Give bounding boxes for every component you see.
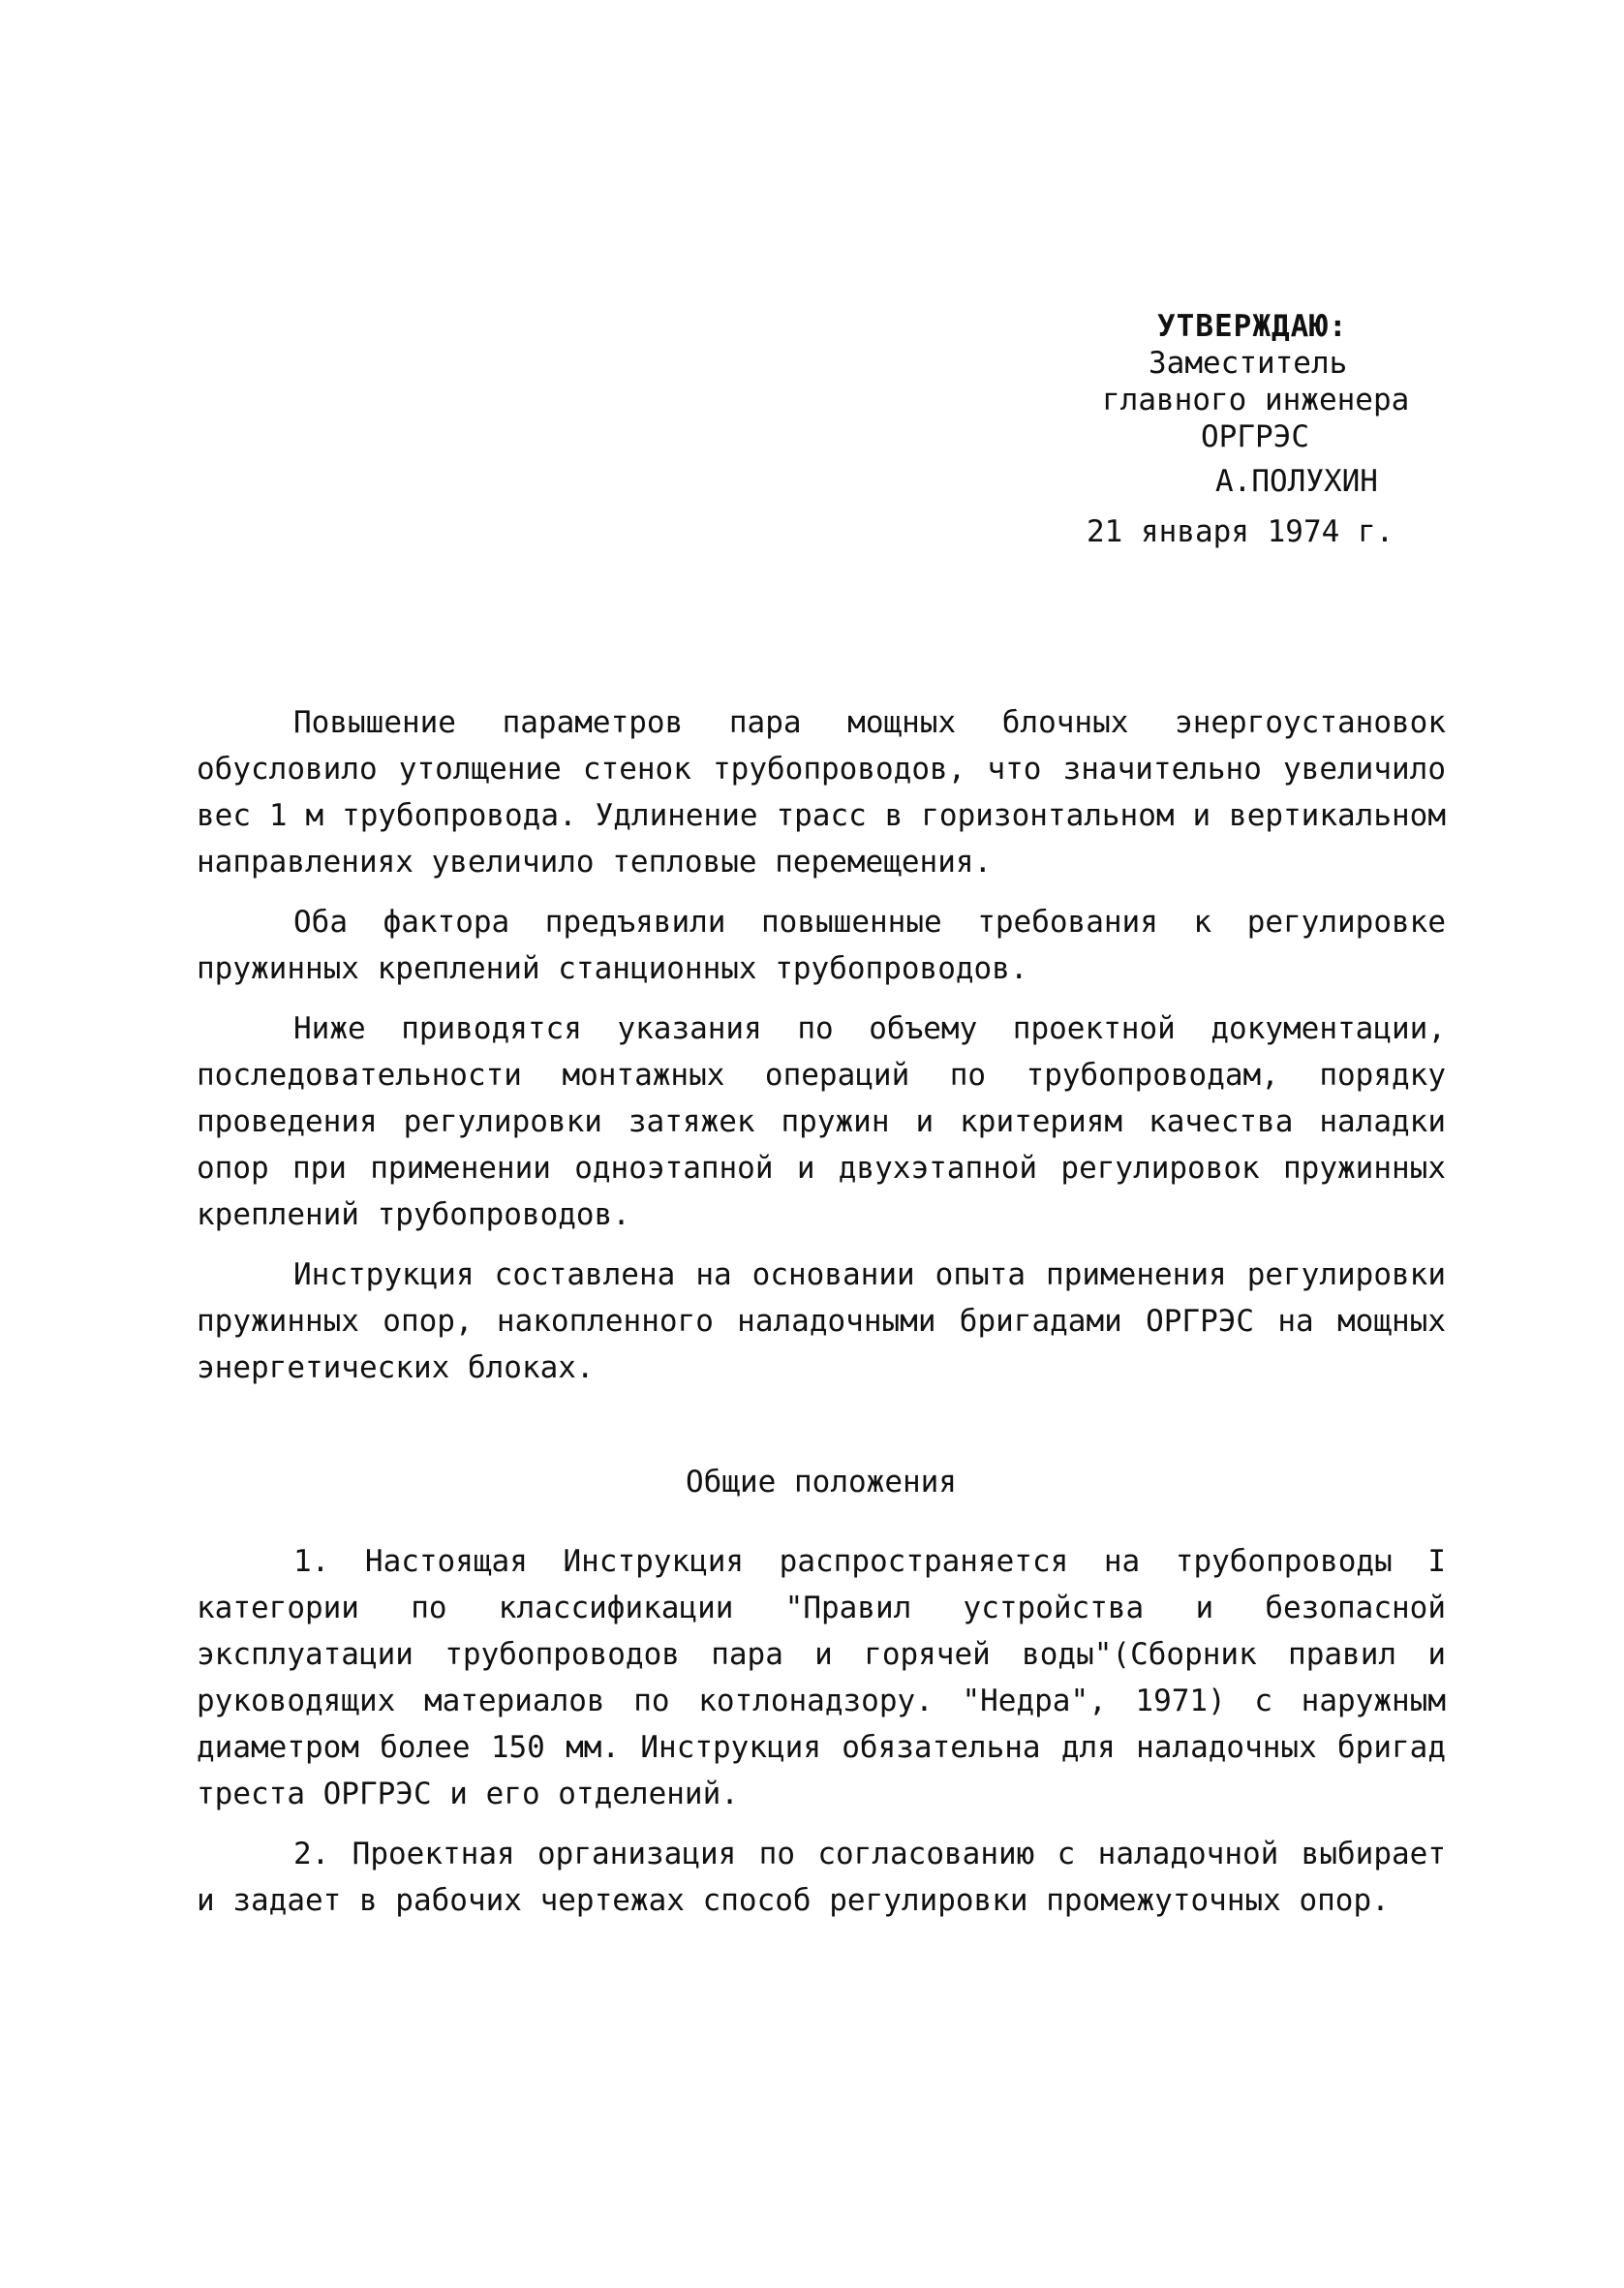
section-item-1: 1. Настоящая Инструкция распространяется на трубопроводы I категории по классификации "Правил устройства и безопасной эксплуатации трубопроводов пара и горячей воды"(Сборник правил и руководящих материалов по котлонадзору. "Недра", 1971) с наружным диаметром более 150 мм. Инструкция обязательна для наладочных бригад треста ОРГРЭС и его отделений. <box>197 1544 1446 1811</box>
section-item-2: 2. Проектная организация по согласованию с наладочной выбирает и задает в рабочих чертежах способ регулировки промежуточных опор. <box>197 1837 1446 1918</box>
approval-heading: УТВЕРЖДАЮ: <box>1157 309 1348 344</box>
approver-name: А.ПОЛУХИН <box>1215 464 1378 499</box>
approval-date: 21 января 1974 г. <box>1087 514 1394 549</box>
intro-paragraph-4: Инструкция составлена на основании опыта применения регулировки пружинных опор, накопленного наладочными бригадами ОРГРЭС на мощных энергетических блоках. <box>197 1257 1446 1385</box>
intro-paragraph-3: Ниже приводятся указания по объему проектной документации, последовательности монтажных операций по трубопроводам, порядку проведения регулировки затяжек пружин и критериям качества наладки опор при применении одноэтапной и двухэтапной регулировок пружинных креплений трубопроводов. <box>197 1011 1446 1232</box>
document-body <box>197 699 1446 1937</box>
approver-organization: ОРГРЭС <box>1201 419 1309 454</box>
approver-position-line1: Заместитель <box>1149 346 1348 381</box>
section-title: Общие положения <box>686 1465 957 1500</box>
intro-paragraph-1: Повышение параметров пара мощных блочных энергоустановок обусловило утолщение стенок трубопроводов, что значительно увеличило вес 1 м трубопровода. Удлинение трасс в горизонтальном и вертикальном направлениях увеличило тепловые перемещения. <box>197 705 1446 880</box>
approval-stamp-block <box>1085 308 1472 550</box>
intro-paragraph-2: Оба фактора предъявили повышенные требования к регулировке пружинных креплений станционных трубопроводов. <box>197 905 1446 986</box>
approver-position-line2: главного инженера <box>1102 383 1410 417</box>
